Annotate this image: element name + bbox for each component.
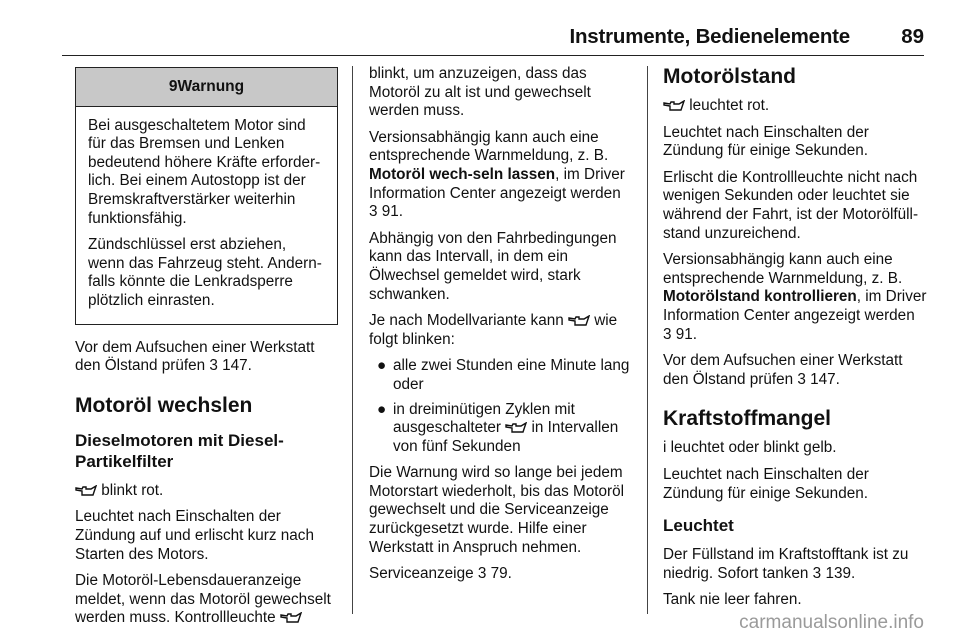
oil-can-icon [663,100,685,112]
warning-paragraph-1: Bei ausgeschaltetem Motor sind für das Bremsen und Lenken bedeutend höhere Kräfte erforder-lich. Bei einem Autostopp ist der Bremskraftverstärker weiterhin funktionsfähig. [88,116,321,227]
bullet-icon: ● [377,400,387,418]
page-ref-link[interactable]: 139. [825,564,856,582]
col2-paragraph-6: Serviceanzeige 3 79. [369,565,512,583]
column-1 [75,67,338,636]
fuel-icon: i [663,439,667,457]
warning-paragraph-2: Zündschlüssel erst abziehen, wenn das Fahrzeug steht. Andern-falls könnte die Lenkradsperre plötzlich einrasten. [88,236,322,309]
oil-can-icon [75,485,97,497]
column-divider-1 [352,66,353,614]
ref-arrow-icon: 3 [369,203,378,221]
section-heading-oil-change: Motoröl wechslen [75,393,253,417]
ref-arrow-icon: 3 [812,564,822,582]
col2-paragraph-4: Je nach Modellvariante kann wie folgt blinken: [369,312,618,348]
section-heading-oil-level: Motorölstand [663,65,796,88]
col2-paragraph-2: Versionsabhängig kann auch eine entsprechende Warnmeldung, z. B. Motoröl wech-seln lassen, im Driver Information Center angezeigt werden 3 91. [369,128,625,221]
page-ref-link[interactable]: 79. [490,565,512,583]
col2-paragraph-5: Die Warnung wird so lange bei jedem Motorstart wiederholt, bis das Motoröl gewechselt und die Serviceanzeige zurückgesetzt wurde. Hilfe einer Werkstatt in Anspruch nehmen. [369,464,625,556]
warning-title: Warnung [177,78,245,95]
oil-can-icon [505,422,527,434]
ref-arrow-icon: 3 [663,325,672,343]
warning-body [76,107,337,324]
lifetime-paragraph: Die Motoröl-Lebensdaueranzeige meldet, wenn das Motoröl gewechselt werden muss. Kontrollleuchte [75,572,331,627]
watermark: carmanualsonline.info [739,612,924,633]
warning-header [76,68,337,107]
col3-paragraph-4: Vor dem Aufsuchen einer Werkstatt den Ölstand prüfen 3 147. [663,352,903,388]
subheading-leuchtet: Leuchtet [663,516,734,536]
col3-paragraph-1: Leuchtet nach Einschalten der Zündung für einige Sekunden. [663,123,869,160]
oil-can-icon [568,315,590,327]
page-header-title: Instrumente, Bedienelemente [569,25,850,48]
col3-paragraph-3: Versionsabhängig kann auch eine entsprechende Warnmeldung, z. B. Motorölstand kontrollieren, im Driver Information Center angezeigt werden 3 91. [663,251,927,343]
col3-paragraph-6: Der Füllstand im Kraftstofftank ist zu niedrig. Sofort tanken 3 139. [663,546,909,582]
oil-level-lit-line: leuchtet rot. [663,97,927,116]
warning-triangle-icon: 9 [168,78,178,95]
col3-paragraph-7: Tank nie leer fahren. [663,591,802,609]
ref-arrow-icon: 3 [797,370,806,388]
page-number: 89 [901,25,924,48]
fuel-lit-line: i leuchtet oder blinkt gelb. [663,439,837,457]
oil-can-icon [280,612,302,624]
ref-arrow-icon: 3 [477,565,487,583]
column-2 [369,65,633,592]
bullet-item-2: ● in dreiminütigen Zyklen mit ausgeschalteter in Intervallen von fünf Sekunden [377,400,619,455]
col3-paragraph-2: Erlischt die Kontrollleuchte nicht nach wenigen Sekunden oder leuchtet sie während der Fahrt, ist der Motorölfüll-stand unzureichend. [663,168,919,242]
header-rule [62,55,924,56]
col3-paragraph-5: Leuchtet nach Einschalten der Zündung für einige Sekunden. [663,465,869,502]
bullet-icon: ● [377,357,387,375]
page-ref-link[interactable]: 91. [381,203,404,221]
col2-paragraph-3: Abhängig von den Fahrbedingungen kann das Intervall, in dem ein Ölwechsel gemeldet wird, stark schwanken. [369,229,617,303]
column-3 [663,65,927,618]
oil-can-blink-line: blinkt rot. [75,482,338,501]
section-heading-fuel: Kraftstoffmangel [663,407,832,431]
column-divider-2 [647,66,648,614]
subheading-diesel-filter: Dieselmotoren mit Diesel-Partikelfilter [75,430,284,471]
page-ref-link[interactable]: 91. [675,325,698,343]
ref-arrow-icon: 3 [209,357,218,375]
page-ref-link[interactable]: 147. [222,357,252,375]
workshop-paragraph: Vor dem Aufsuchen einer Werkstatt den Ölstand prüfen 3 147. [75,338,315,375]
warning-box [75,67,338,325]
bullet-item-1: ● alle zwei Stunden eine Minute lang oder [377,357,630,393]
page-ref-link[interactable]: 147. [810,370,840,388]
message-motoroel-wechseln: Motoröl wech-seln lassen [369,165,556,183]
message-motoroelstand-kontrollieren: Motorölstand kontrollieren [663,288,857,306]
light-paragraph: Leuchtet nach Einschalten der Zündung auf und erlischt kurz nach Starten des Motors. [75,508,314,563]
col2-paragraph-1: blinkt, um anzuzeigen, dass das Motoröl zu alt ist und gewechselt werden muss. [369,65,591,120]
